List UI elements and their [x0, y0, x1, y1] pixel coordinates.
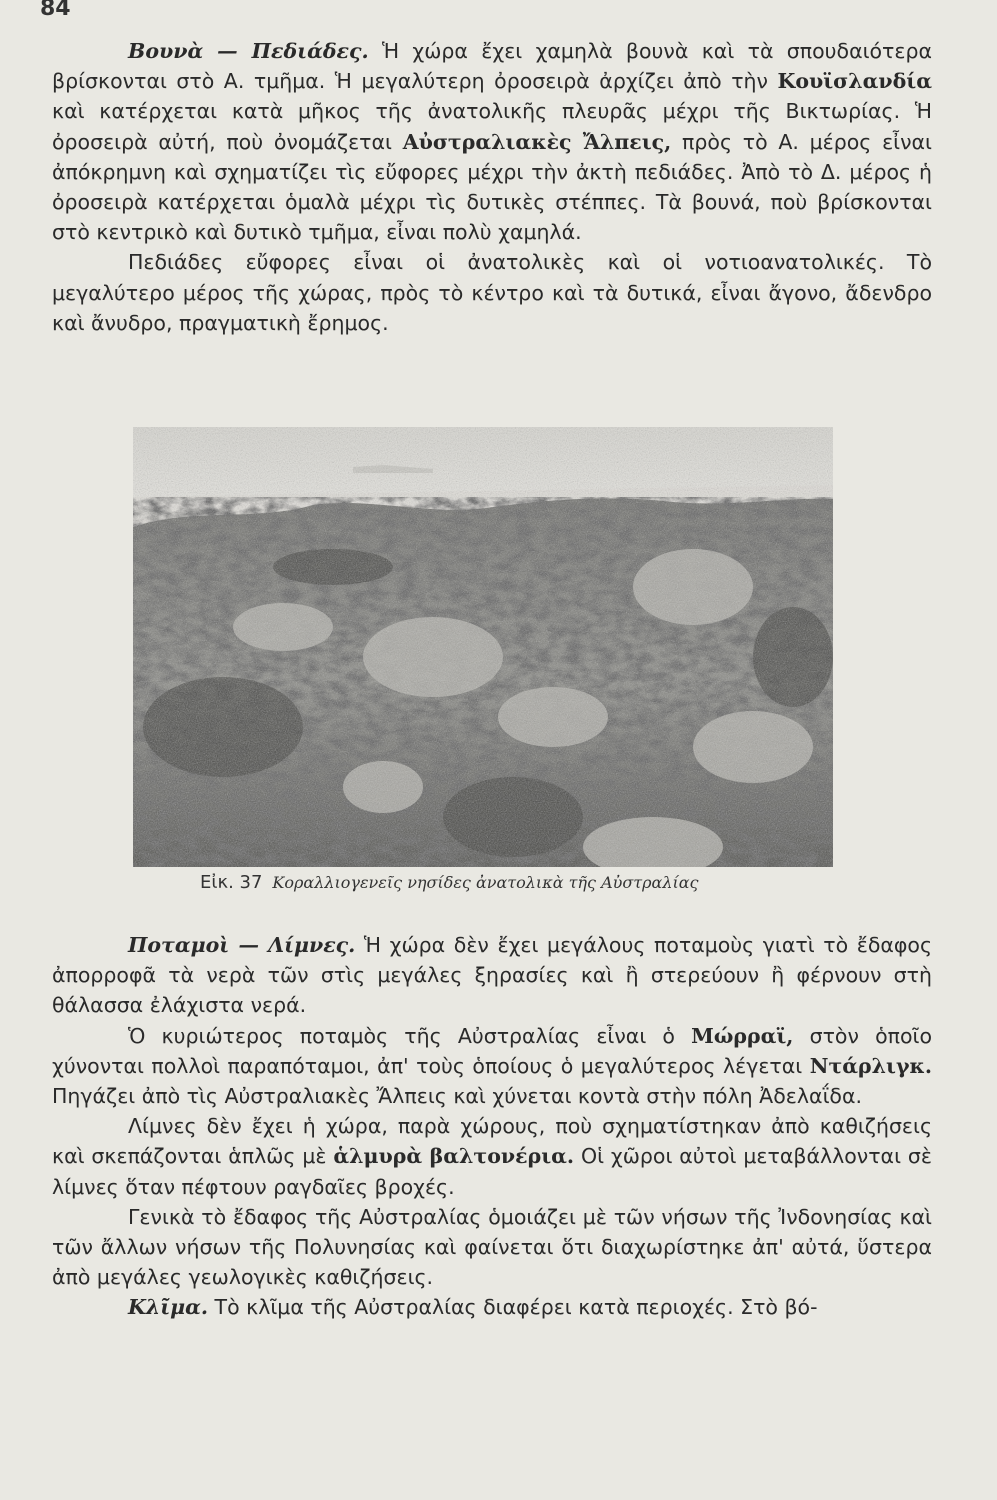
rivers-text: Ἡ χώρα δὲν ἔχει μεγάλους ποταμοὺς γιατὶ τὸ ἔδαφος ἀπορροφᾶ τὰ νερὰ τῶν στὶς μεγάλες ξηρασίες καὶ ἢ στερεύουν ἢ φέρνουν στὴ θάλασσα ἐλάχιστα νερά.: [52, 933, 932, 1018]
text-block-bottom: [52, 930, 932, 1323]
term-queensland: Κουϊσλανδία: [777, 69, 932, 94]
murray-text-2: στὸν ὁποῖο χύνονται πολλοὶ παραπόταμοι, ἀπ' τοὺς ὁποίους ὁ μεγαλύτερος λέγεται: [52, 1023, 932, 1078]
term-darling: Ντάρλιγκ.: [809, 1053, 932, 1078]
paragraph-murray: [52, 1021, 932, 1112]
lakes-text-2: Οἱ χῶροι αὐτοὶ μεταβάλλονται σὲ λίμνες ὅταν πέφτουν ραγδαῖες βροχές.: [52, 1144, 932, 1199]
murray-text-3: Πηγάζει ἀπὸ τὶς Αὐστραλιακὲς Ἄλπεις καὶ χύνεται κοντὰ στὴν πόλη Ἀδελαΐδα.: [52, 1084, 862, 1109]
mountains-text-3: πρὸς τὸ Α. μέρος εἶναι ἀπόκρημνη καὶ σχηματίζει τὶς εὔφορες μέχρι τὴν ἀκτὴ πεδιάδες. Ἀπὸ τὸ Δ. μέρος ἡ ὀροσειρὰ κατέρχεται ὁμαλὰ μέχρι τὶς δυτικὲς στέππες. Τὰ βουνά, ποὺ βρίσκονται στὸ κεντρικὸ καὶ δυτικὸ τμῆμα, εἶναι πολὺ χαμηλά.: [52, 129, 932, 245]
paragraph-plains: Πεδιάδες εὔφορες εἶναι οἱ ἀνατολικὲς καὶ οἱ νοτιοανατολικές. Τὸ μεγαλύτερο μέρος τῆς χώρας, πρὸς τὸ κέντρο καὶ τὰ δυτικά, εἶναι ἄγονο, ἄδενδρο καὶ ἄνυδρο, πραγματικὴ ἔρημος.: [52, 250, 932, 335]
mountains-text-1: Ἡ χώρα ἔχει χαμηλὰ βουνὰ καὶ τὰ σπουδαιότερα βρίσκονται στὸ Α. τμῆμα. Ἡ μεγαλύτερη ὀροσειρὰ ἀρχίζει ἀπὸ τὴν: [52, 39, 933, 94]
paragraph-mountains: [52, 36, 932, 247]
page-number: 84: [40, 0, 71, 21]
paragraph-rivers: [52, 930, 932, 1021]
text-block-top: [52, 36, 932, 338]
figure-caption-text: Κοραλλιογενεῖς νησίδες ἀνατολικὰ τῆς Αὐστραλίας: [272, 873, 699, 892]
paragraph-lakes: [52, 1111, 932, 1202]
term-murray: Μώρραϊ,: [691, 1023, 794, 1048]
murray-text-1: Ὁ κυριώτερος ποταμὸς τῆς Αὐστραλίας εἶναι ὁ: [128, 1023, 692, 1048]
term-australian-alps: Αὐστραλιακὲς Ἄλπεις,: [402, 129, 672, 154]
heading-mountains: Βουνὰ — Πεδιάδες.: [128, 39, 369, 63]
term-salt-marshes: ἁλμυρὰ βαλτονέρια.: [333, 1144, 575, 1169]
paragraph-soil: Γενικὰ τὸ ἔδαφος τῆς Αὐστραλίας ὁμοιάζει μὲ τῶν νήσων τῆς Ἰνδονησίας καὶ τῶν ἄλλων νήσων τῆς Πολυνησίας καὶ φαίνεται ὅτι διαχωρίστηκε ἀπ' αὐτά, ὕστερα ἀπὸ μεγάλες γεωλογικὲς καθιζήσεις.: [52, 1204, 932, 1290]
figure-label: Εἰκ. 37: [200, 872, 263, 893]
lakes-text-1: Λίμνες δὲν ἔχει ἡ χώρα, παρὰ χώρους, ποὺ σχηματίστηκαν ἀπὸ καθιζήσεις καὶ σκεπάζονται ἁπλῶς μὲ: [52, 1114, 932, 1169]
heading-rivers: Ποταμοὶ — Λίμνες.: [128, 933, 356, 957]
heading-climate: Κλῖμα.: [128, 1295, 209, 1320]
mountains-text-2: καὶ κατέρχεται κατὰ μῆκος τῆς ἀνατολικῆς πλευρᾶς μέχρι τῆς Βικτωρίας. Ἡ ὀροσειρὰ αὐτή, ποὺ ὀνομάζεται: [52, 99, 932, 154]
paragraph-climate: [52, 1292, 932, 1322]
climate-text: Τὸ κλῖμα τῆς Αὐστραλίας διαφέρει κατὰ περιοχές. Στὸ βό-: [208, 1295, 818, 1320]
figure-caption: [200, 872, 900, 893]
coral-reef-photo: [133, 427, 833, 867]
